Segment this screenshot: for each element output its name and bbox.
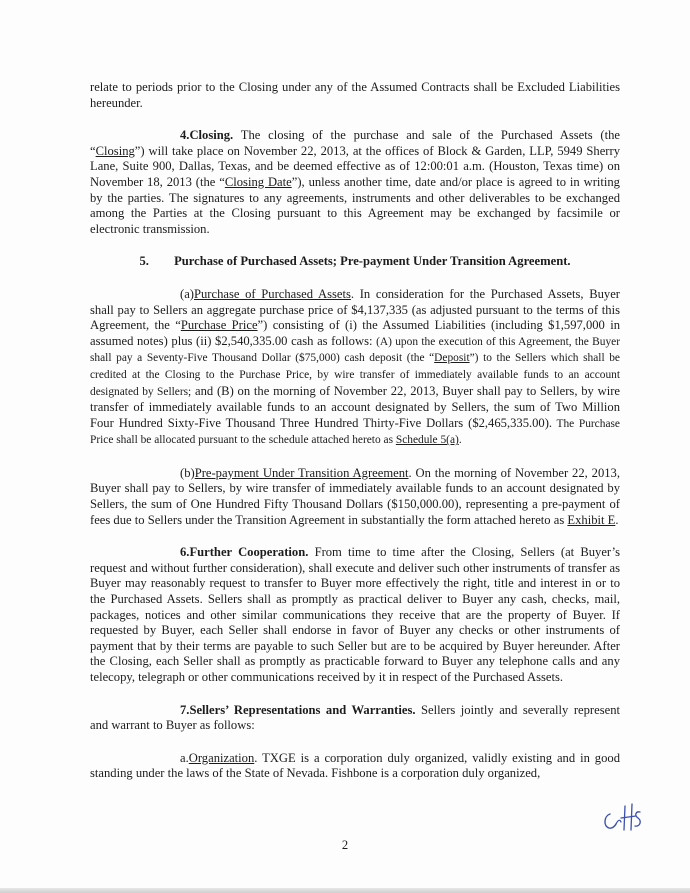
section-7-heading: Sellers’ Representations and Warranties. bbox=[189, 702, 416, 717]
section-7-representations: 7.Sellers’ Representations and Warranties. Sellers jointly and severally represent and warrant to Buyer as follows: bbox=[90, 702, 620, 733]
section-4-heading: Closing. bbox=[189, 128, 234, 143]
section-5b-title: Pre-payment Under Transition Agreement bbox=[194, 465, 409, 480]
section-5b-label: (b) bbox=[180, 465, 195, 480]
handwritten-initials bbox=[600, 800, 644, 836]
section-5b-prepayment: (b)Pre-payment Under Transition Agreement. On the morning of November 22, 2013, Buyer shall pay to Sellers, by wire transfer of immediately available funds to an account designated by Sellers, the sum of One Hundred Fifty Thousand Dollars ($150,000.00), representing a pre-payment of fees due to Sellers under the Transition Agreement in substantially the form attached hereto as Exhibit E. bbox=[90, 465, 620, 527]
defined-term-deposit: Deposit bbox=[434, 352, 470, 365]
section-7a-title: Organization bbox=[188, 750, 255, 765]
carry-over-paragraph: relate to periods prior to the Closing under any of the Assumed Contracts shall be Excluded Liabilities hereunder. bbox=[90, 80, 620, 110]
section-6-number: 6. bbox=[180, 545, 190, 560]
section-4-number: 4. bbox=[180, 128, 190, 143]
document-body bbox=[90, 80, 620, 799]
page-number: 2 bbox=[341, 838, 349, 852]
section-4-closing: 4.Closing. The closing of the purchase and sale of the Purchased Assets (the “Closing”) will take place on November 22, 2013, at the offices of Block & Garden, LLP, 5949 Sherry Lane, Suite 900, Dallas, Texas, and be deemed effective as of 12:00:01 a.m. (Houston, Texas time) on November 18, 2013 (the “Closing Date”), unless another time, date and/or place is agreed to in writing by the parties. The signatures to any agreements, instruments and other deliverables to be exchanged among the Parties at the Closing pursuant to this Agreement may be exchanged by facsimile or electronic transmission. bbox=[90, 128, 620, 236]
exhibit-e-reference: Exhibit E bbox=[567, 512, 616, 527]
defined-term-closing-date: Closing Date bbox=[224, 174, 292, 189]
section-7a-label: a. bbox=[180, 750, 189, 765]
section-6-heading: Further Cooperation. bbox=[189, 545, 309, 560]
defined-term-purchase-price: Purchase Price bbox=[180, 318, 258, 333]
section-5a-label: (a) bbox=[180, 286, 194, 301]
section-7a-organization: a.Organization. TXGE is a corporation duly organized, validly existing and in good standing under the laws of the State of Nevada. Fishbone is a corporation duly organized, bbox=[90, 750, 620, 781]
page-bottom-edge bbox=[0, 888, 690, 893]
section-5a-purchase-price: (a)Purchase of Purchased Assets. In consideration for the Purchased Assets, Buyer shall pay to Sellers an aggregate purchase price of $4,137,335 (as adjusted pursuant to the terms of this Agreement, the “Purchase Price”) consisting of (i) the Assumed Liabilities (including $1,597,000 in assumed notes) plus (ii) $2,540,335.00 cash as follows: (A) upon the execution of this Agreement, the Buyer shall pay a Seventy-Five Thousand Dollar ($75,000) cash deposit (the “Deposit”) to the Sellers which shall be credited at the Closing to the Purchase Price, by wire transfer of immediately available funds to an account designated by Sellers; and (B) on the morning of November 22, 2013, Buyer shall pay to Sellers, by wire transfer of immediately available funds to an account designated by Sellers, the sum of Two Million Four Hundred Sixty-Five Thousand Three Hundred Thirty-Five Dollars ($2,465,335.00). The Purchase Price shall be allocated pursuant to the schedule attached hereto as Schedule 5(a). bbox=[90, 286, 620, 447]
section-6-further-cooperation: 6.Further Cooperation. From time to time after the Closing, Sellers (at Buyer’s request and without further consideration), shall execute and deliver such other instruments of transfer as Buyer may reasonably request to transfer to Buyer more effectively the right, title and interest in or to the Purchased Assets. Sellers shall as promptly as practical deliver to Buyer any cash, checks, mail, packages, notices and other similar communications they receive that are the property of Buyer. If requested by Buyer, each Seller shall endorse in favor of Buyer any checks or other instruments of payment that by their terms are payable to such Seller but are to be acquired by Buyer hereunder. After the Closing, each Seller shall as promptly as practicable forward to Buyer any telephone calls and any telecopy, telegraph or other communications received by it in respect of the Purchased Assets. bbox=[90, 545, 620, 684]
section-7-number: 7. bbox=[180, 702, 190, 717]
section-5a-title: Purchase of Purchased Assets bbox=[193, 286, 351, 301]
schedule-5a-reference: Schedule 5(a) bbox=[395, 434, 459, 447]
defined-term-closing: Closing bbox=[95, 143, 135, 158]
section-5-heading: 5. Purchase of Purchased Assets; Pre-payment Under Transition Agreement. bbox=[139, 254, 571, 269]
